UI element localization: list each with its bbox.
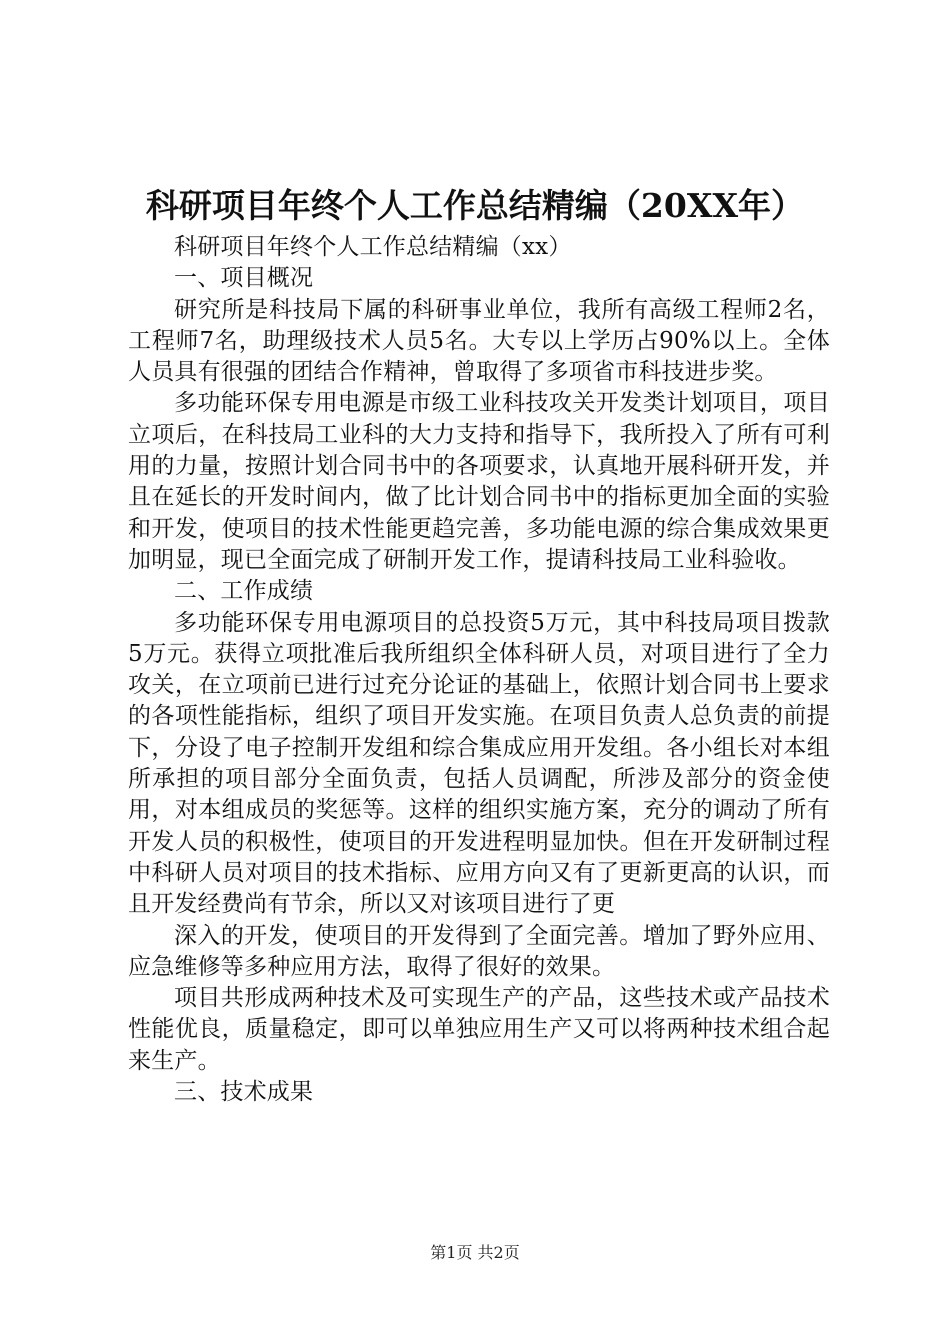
page-footer: 第1页 共2页 bbox=[430, 1243, 520, 1262]
document-title: 科研项目年终个人工作总结精编（20XX年） bbox=[145, 186, 805, 225]
paragraph-project-description: 多功能环保专用电源是市级工业科技攻关开发类计划项目，项目立项后，在科技局工业科的大力支持和指导下，我所投入了所有可利用的力量，按照计划合同书中的各项要求，认真地开展科研开发，并且在延长的开发时间内，做了比计划合同书中的指标更加全面的实验和开发，使项目的技术性能更趋完善，多功能电源的综合集成效果更加明显，现已全面完成了研制开发工作，提请科技局工业科验收。 bbox=[128, 390, 830, 573]
paragraph-institute-intro: 研究所是科技局下属的科研事业单位，我所有高级工程师2名，工程师7名，助理级技术人员5名。大专以上学历占90%以上。全体人员具有很强的团结合作精神，曾取得了多项省市科技进步奖。 bbox=[128, 296, 830, 386]
paragraph-further-development: 深入的开发，使项目的开发得到了全面完善。增加了野外应用、应急维修等多种应用方法，取得了很好的效果。 bbox=[128, 922, 830, 980]
document-body bbox=[128, 232, 830, 1108]
subtitle-paragraph: 科研项目年终个人工作总结精编（xx） bbox=[174, 234, 572, 260]
paragraph-investment: 多功能环保专用电源项目的总投资5万元，其中科技局项目拨款5万元。获得立项批准后我所组织全体科研人员，对项目进行了全力攻关，在立项前已进行过充分论证的基础上，依照计划合同书上要求的各项性能指标，组织了项目开发实施。在项目负责人总负责的前提下，分设了电子控制开发组和综合集成应用开发组。各小组长对本组所承担的项目部分全面负责，包括人员调配，所涉及部分的资金使用，对本组成员的奖惩等。这样的组织实施方案，充分的调动了所有开发人员的积极性，使项目的开发进程明显加快。但在开发研制过程中科研人员对项目的技术指标、应用方向又有了更新更高的认识，而且开发经费尚有节余，所以又对该项目进行了更 bbox=[128, 609, 830, 918]
section-heading-overview: 一、项目概况 bbox=[174, 265, 314, 292]
paragraph-products: 项目共形成两种技术及可实现生产的产品，这些技术或产品技术性能优良，质量稳定，即可以单独应用生产又可以将两种技术组合起来生产。 bbox=[128, 985, 830, 1074]
section-heading-achievements: 二、工作成绩 bbox=[174, 578, 314, 605]
section-heading-technical-results: 三、技术成果 bbox=[174, 1079, 314, 1106]
